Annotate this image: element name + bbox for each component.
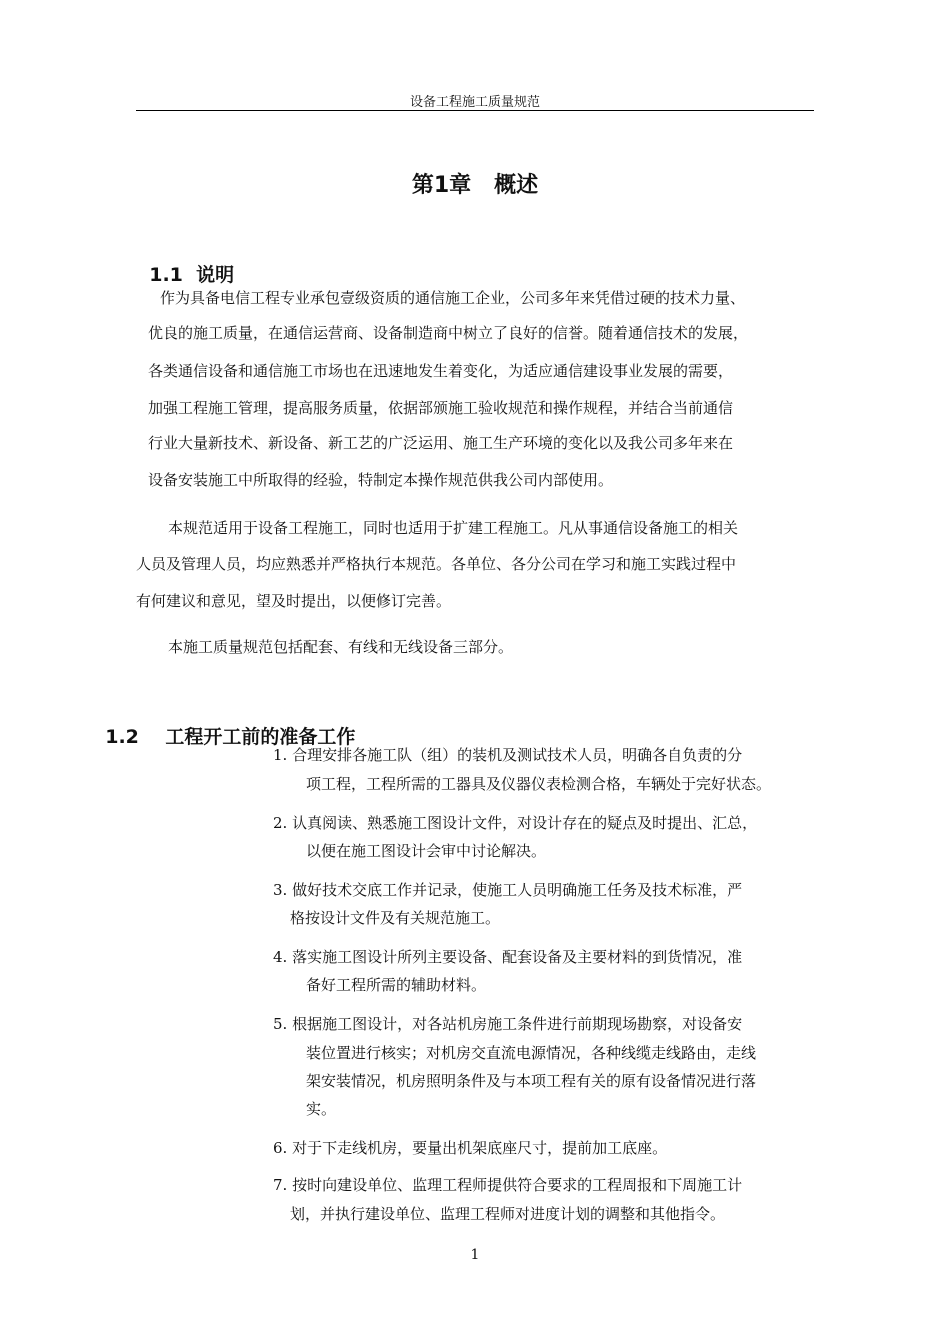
list-item-line: 7. 按时向建设单位、监理工程师提供符合要求的工程周报和下周施工计: [273, 1176, 743, 1194]
section-2-heading: [92, 701, 355, 749]
list-item-line: 5. 根据施工图设计，对各站机房施工条件进行前期现场勘察，对设备安: [273, 1015, 743, 1033]
list-item-line: 3. 做好技术交底工作并记录，使施工人员明确施工任务及技术标准，严: [273, 881, 743, 899]
list-item-line: 1. 合理安排各施工队（组）的装机及测试技术人员，明确各自负责的分: [273, 746, 743, 764]
list-item-line: 以便在施工图设计会审中讨论解决。: [306, 842, 547, 860]
list-item-line: 项工程，工程所需的工器具及仪器仪表检测合格，车辆处于完好状态。: [306, 775, 772, 793]
section-2-number: 1.2: [105, 726, 139, 748]
page-number: 1: [470, 1247, 480, 1263]
s1-p1-line: 加强工程施工管理，提高服务质量，依据部颁施工验收规范和操作规程，并结合当前通信: [148, 399, 734, 417]
section-1-title: 说明: [196, 264, 235, 286]
header-divider: [136, 110, 814, 111]
s1-p2-line: 本规范适用于设备工程施工，同时也适用于扩建工程施工。凡从事通信设备施工的相关: [168, 519, 739, 537]
s1-p1-line: 各类通信设备和通信施工市场也在迅速地发生着变化，为适应通信建设事业发展的需要，: [148, 362, 734, 380]
chapter-title: 第1章 概述: [411, 173, 539, 198]
list-item-line: 2. 认真阅读、熟悉施工图设计文件，对设计存在的疑点及时提出、汇总，: [273, 814, 758, 832]
s1-p1-line: 设备安装施工中所取得的经验，特制定本操作规范供我公司内部使用。: [148, 471, 614, 489]
s1-p3-line: 本施工质量规范包括配套、有线和无线设备三部分。: [168, 638, 514, 656]
s1-p1-line: 作为具备电信工程专业承包壹级资质的通信施工企业，公司多年来凭借过硬的技术力量、: [160, 289, 746, 307]
s1-p1-line: 行业大量新技术、新设备、新工艺的广泛运用、施工生产环境的变化以及我公司多年来在: [148, 434, 734, 452]
s1-p1-line: 优良的施工质量，在通信运营商、设备制造商中树立了良好的信誉。随着通信技术的发展，: [148, 324, 749, 342]
list-item-line: 实。: [306, 1100, 337, 1118]
list-item-line: 格按设计文件及有关规范施工。: [290, 909, 501, 927]
list-item-line: 划，并执行建设单位、监理工程师对进度计划的调整和其他指令。: [290, 1205, 726, 1223]
list-item-line: 备好工程所需的辅助材料。: [306, 976, 487, 994]
s1-p2-line: 有何建议和意见，望及时提出，以便修订完善。: [136, 592, 452, 610]
list-item-line: 4. 落实施工图设计所列主要设备、配套设备及主要材料的到货情况，准: [273, 948, 743, 966]
s1-p2-line: 人员及管理人员，均应熟悉并严格执行本规范。各单位、各分公司在学习和施工实践过程中: [136, 555, 737, 573]
section-2-title: 工程开工前的准备工作: [165, 726, 356, 748]
header-title: 设备工程施工质量规范: [409, 95, 540, 110]
section-1-number: 1.1: [149, 264, 183, 286]
list-item-line: 装位置进行核实；对机房交直流电源情况，各种线缆走线路由，走线: [306, 1044, 757, 1062]
list-item-line: 6. 对于下走线机房，要量出机架底座尺寸，提前加工底座。: [273, 1139, 668, 1157]
section-1-heading: [136, 239, 234, 287]
list-item-line: 架安装情况，机房照明条件及与本项工程有关的原有设备情况进行落: [306, 1072, 757, 1090]
